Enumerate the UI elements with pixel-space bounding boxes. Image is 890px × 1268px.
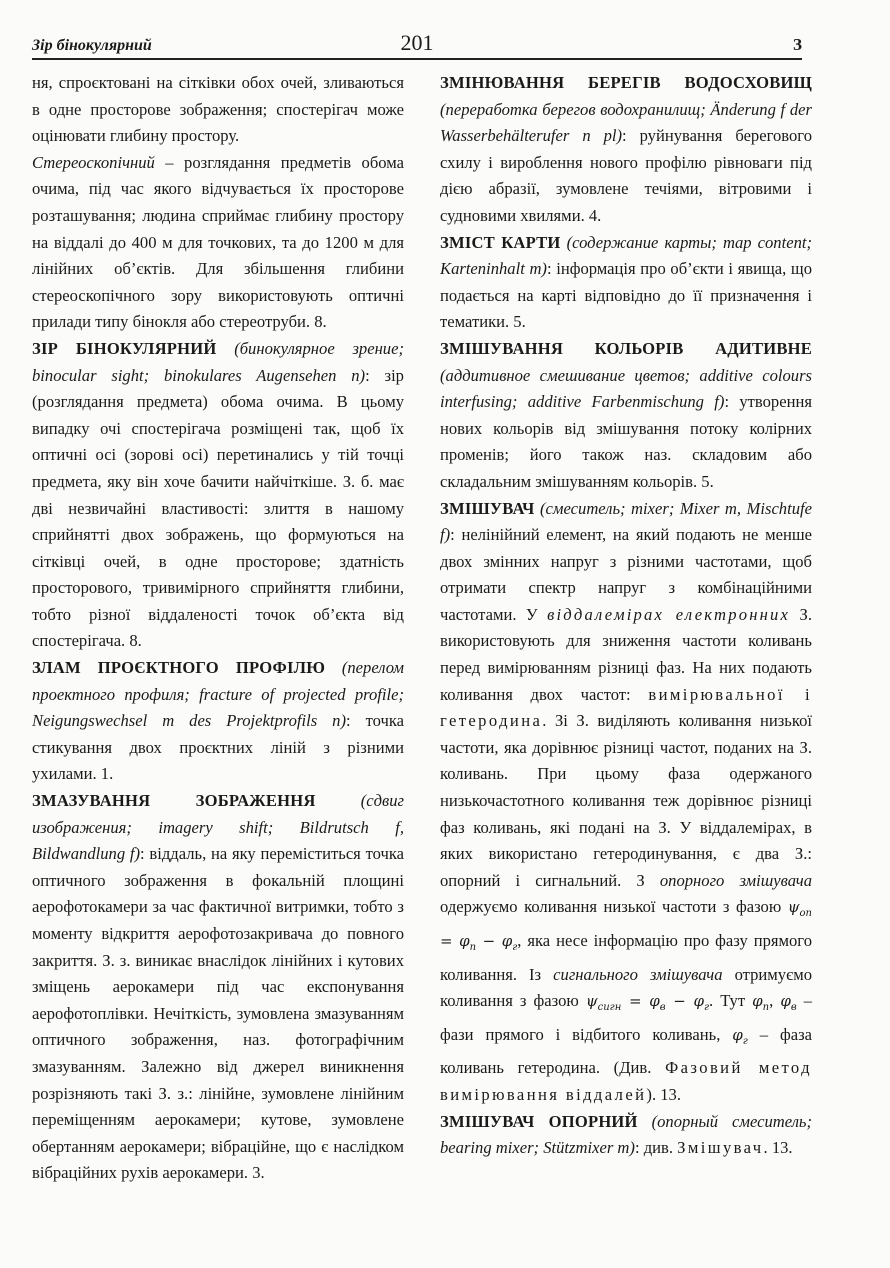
entry-definition: : інформація про об’єкти і явища, що подається на карті відповідно до її призначення і тематики. 5. [440,259,812,332]
entry-term: ЗІР БІНОКУЛЯРНИЙ [32,338,217,358]
entry-translations: (аддитивное смешивание цветов; additive colours interfusing; additive Farbenmischung f) [440,365,812,412]
entry-translations: (смеситель; mixer; Mixer m, Mischtufe f) [440,498,812,545]
cross-reference: Фазовий метод вимірювання віддалей [440,1058,812,1104]
section-letter: З [793,35,802,54]
entry-map-content [440,230,812,336]
right-column [440,70,812,1162]
entry-term: ЗМІШУВАЧ [440,498,535,518]
entry-image-blur [32,788,404,1187]
entry-additive-mixing [440,336,812,496]
entry-profile-break [32,655,404,788]
entry-translations: (опорный смеситель; bearing mixer; Stützmixer m) [440,1111,813,1158]
subentry-stereoscopic: Стереоскопічний – розглядання предметів обома очима, під час якого відчувається їх просторове розташування; людина сприймає глибину простору на віддалі до 400 м для точкових, та до 1200 м для лінійних об’єктів. Для збільшення глибини стереоскопічного зору використовують оптичні прилади типу бінокля або стереотруби. 8. [32,152,404,332]
entry-definition: : точка стикування двох проєктних ліній з різними ухилами. 1. [32,711,405,784]
entry-translations: (перелом проектного профиля; fracture of projected profile; Neigungswechsel m des Projektprofils n) [32,658,404,731]
entry-definition: : руйнування берегового схилу і вироблення нового профілю рівноваги під дією абразії, зумовлене течіями, вітровими і судновими хвилями. 4. [440,126,812,225]
entry-translations: (содержание карты; map content; Karteninhalt m) [440,232,813,279]
running-title: Зір бінокулярний [32,37,152,54]
entry-term: ЗМІШУВАННЯ КОЛЬОРІВ АДИТИВНЕ [440,338,812,358]
formula-signal-phase: $\psi_{сигн} = \varphi_в - \varphi_г$ [585,992,710,1014]
entry-term: ЗЛАМ ПРОЄКТНОГО ПРОФІЛЮ [32,658,326,678]
entry-continuation: ня, спроєктовані на сітківки обох очей, зливаються в одне просторове зображення; спостерігач може оцінювати глибину простору. [32,73,404,146]
entry-definition: : зір (розглядання предмета) обома очима. В цьому випадку очі спостерігача розміщені так, щоб їх оптичні осі (зорові осі) перетинались у тій точці предмета, яку він хоче бачити найчіткіше. З. б. має дві незвичайні властивості: злиття в нашому сприйнятті двох зображень, що формуються на сітківці очей, в одне просторове; здатність просторового, тривимірного сприйняття глибини, тобто різної віддаленості точок об’єкта від спостерігача. 8. [32,365,404,651]
entry-reference-mixer: ЗМІШУВАЧ ОПОРНИЙ (опорный смеситель; bearing mixer; Stützmixer m): див. Змішувач. 13. [440,1111,813,1158]
entry-term: ЗМІСТ КАРТИ [440,232,561,252]
entry-mixer: ЗМІШУВАЧ (смеситель; mixer; Mixer m, Mischtufe f): нелінійний елемент, на який подають не менше двох змінних напруг з різними частотами, щоб отримати спектр напруг з комбінаційними частотами. У віддалемірах електронних З. використовують для зниження частоти коливань перед вимірюванням різниці фаз. На них подають коливання двох частот: вимірювальної і гетеродина. Зі З. виділяють коливання низької частоти, яка дорівнює різниці частот, поданих на З. коливань. При цьому фаза одержаного низькочастотного коливання теж дорівнює різниці фаз коливань, які подані на З. У віддалемірах, в яких використано гетеродинування, є два З.: опорний і сигнальний. З опорного змішувача одержуємо коливання низької частоти з фазою $\psi_{оп} = \varphi_п - \varphi_г$, яка несе інформацію про фазу прямого коливання. Із сигнального змішувача отримуємо коливання з фазою $\psi_{сигн} = \varphi_в - \varphi_г$. Тут $\varphi_п$, $\varphi_в$ – фази прямого і відбитого коливань, $\varphi_г$ – фаза коливань гетеродина. (Див. Фазовий метод вимірювання віддалей). 13. [440,498,813,1104]
entry-translations: (переработка берегов водохранилищ; Änderung f der Wasserbehälterufer n pl) [440,99,812,146]
entry-term: ЗМІШУВАЧ ОПОРНИЙ [440,1111,638,1131]
left-column [32,70,404,1187]
entry-term: ЗМІНЮВАННЯ БЕРЕГІВ ВОДОСХОВИЩ [440,73,812,92]
entry-definition: : утворення нових кольорів від змішування потоку колірних променів; його також наз. складовим або складальним змішуванням кольорів. 5. [440,392,812,491]
entry-definition: : віддаль, на яку переміститься точка оптичного зображення в фокальній площині аерофотокамери за час фактичної витримки, тобто з моменту відкриття аерофотозакривача до повного закриття. З. з. виникає внаслідок лінійних і кутових зміщень аерокамери під час експонування аерофотоплівки. Нечіткість, зумовлена змазуванням оптичного зображення, наз. фотографічним змазуванням. Залежно від джерел виникнення розрізняють такі З. з.: лінійне, зумовлене лінійним переміщенням аерокамери; кутове, зумовлене обертанням аерокамери; вібраційне, що є наслідком вібраційних рухів аерокамери. 3. [32,844,404,1183]
cross-reference: віддалемірах електронних [547,604,791,624]
entry-translations: (бинокулярное зрение; binocular sight; binokulares Augensehen n) [32,338,404,385]
entry-binocular-vision [32,336,404,655]
entry-term: ЗМАЗУВАННЯ ЗОБРАЖЕННЯ [32,791,316,811]
formula-reference-phase: $\psi_{оп} = \varphi_п - \varphi_г$ [440,898,812,953]
running-header [32,30,802,60]
page-number: 201 [400,30,434,55]
cross-reference: Змішувач [677,1138,764,1158]
entry-translations: (сдвиг изображения; imagery shift; Bildrutsch f, Bildwandlung f) [32,791,404,864]
entry-reservoir-shores [440,70,812,230]
